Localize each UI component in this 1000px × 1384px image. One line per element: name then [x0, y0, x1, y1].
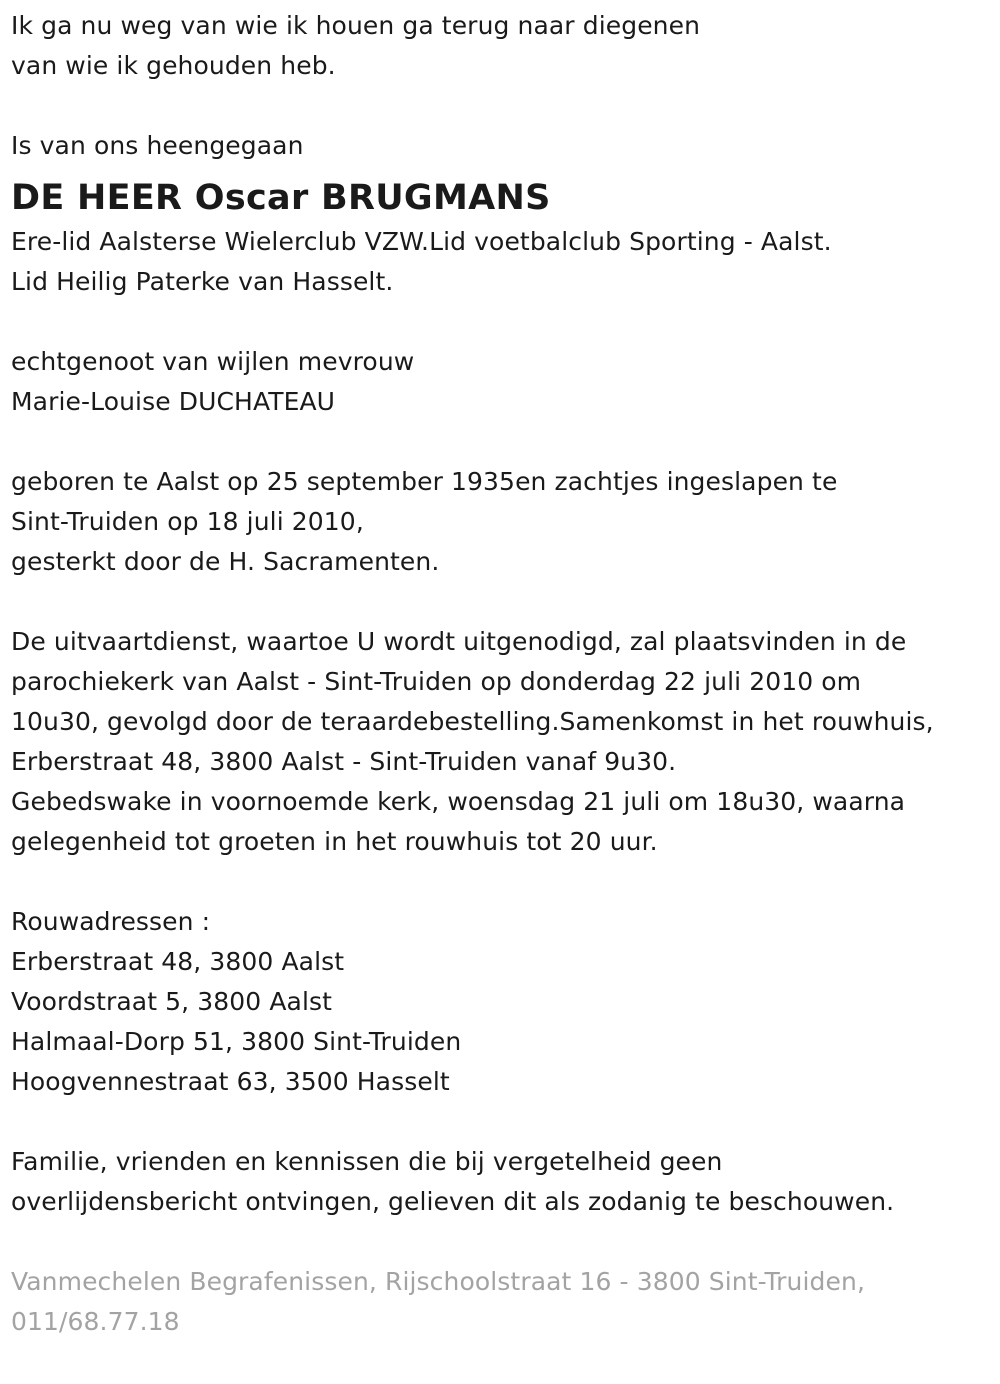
membership-line: Ere-lid Aalsterse Wielerclub VZW.Lid voetbalclub Sporting - Aalst.: [11, 227, 832, 256]
birth-death: [11, 462, 1000, 582]
motto: [11, 6, 1000, 86]
memberships: [11, 222, 1000, 302]
motto-line: van wie ik gehouden heb.: [11, 51, 336, 80]
mourning-addresses: [11, 902, 1000, 1102]
service-line: Erberstraat 48, 3800 Aalst - Sint-Truiden vanaf 9u30.: [11, 747, 677, 776]
service-details: [11, 622, 1000, 862]
spouse-name: Marie-Louise DUCHATEAU: [11, 387, 336, 416]
birth-death-line: geboren te Aalst op 25 september 1935en zachtjes ingeslapen te: [11, 467, 838, 496]
membership-line: Lid Heilig Paterke van Hasselt.: [11, 267, 394, 296]
spacer: [11, 582, 1000, 622]
mourning-addresses-label: Rouwadressen :: [11, 907, 211, 936]
funeral-director-phone: 011/68.77.18: [11, 1307, 180, 1336]
funeral-director-address: Vanmechelen Begrafenissen, Rijschoolstraat 16 - 3800 Sint-Truiden,: [11, 1267, 865, 1296]
spacer: [11, 1102, 1000, 1142]
spacer: [11, 302, 1000, 342]
spacer: [11, 422, 1000, 462]
funeral-director: [11, 1262, 1000, 1342]
address-line: Erberstraat 48, 3800 Aalst: [11, 947, 345, 976]
spacer: [11, 1222, 1000, 1262]
service-line: gelegenheid tot groeten in het rouwhuis tot 20 uur.: [11, 827, 658, 856]
notice-line: overlijdensbericht ontvingen, gelieven dit als zodanig te beschouwen.: [11, 1187, 895, 1216]
birth-death-line: Sint-Truiden op 18 juli 2010,: [11, 507, 364, 536]
address-line: Voordstraat 5, 3800 Aalst: [11, 987, 333, 1016]
spacer: [11, 862, 1000, 902]
spouse: [11, 342, 1000, 422]
spacer: [11, 86, 1000, 126]
address-line: Hoogvennestraat 63, 3500 Hasselt: [11, 1067, 450, 1096]
motto-line: Ik ga nu weg van wie ik houen ga terug naar diegenen: [11, 11, 701, 40]
service-line: Gebedswake in voornoemde kerk, woensdag 21 juli om 18u30, waarna: [11, 787, 906, 816]
service-line: 10u30, gevolgd door de teraardebestelling.Samenkomst in het rouwhuis,: [11, 707, 934, 736]
service-line: De uitvaartdienst, waartoe U wordt uitgenodigd, zal plaatsvinden in de: [11, 627, 907, 656]
intro-text: Is van ons heengegaan: [11, 131, 304, 160]
spouse-line: echtgenoot van wijlen mevrouw: [11, 347, 415, 376]
notice: [11, 1142, 1000, 1222]
notice-line: Familie, vrienden en kennissen die bij vergetelheid geen: [11, 1147, 723, 1176]
birth-death-line: gesterkt door de H. Sacramenten.: [11, 547, 440, 576]
deceased-name: DE HEER Oscar BRUGMANS: [11, 178, 551, 218]
service-line: parochiekerk van Aalst - Sint-Truiden op donderdag 22 juli 2010 om: [11, 667, 862, 696]
address-line: Halmaal-Dorp 51, 3800 Sint-Truiden: [11, 1027, 462, 1056]
